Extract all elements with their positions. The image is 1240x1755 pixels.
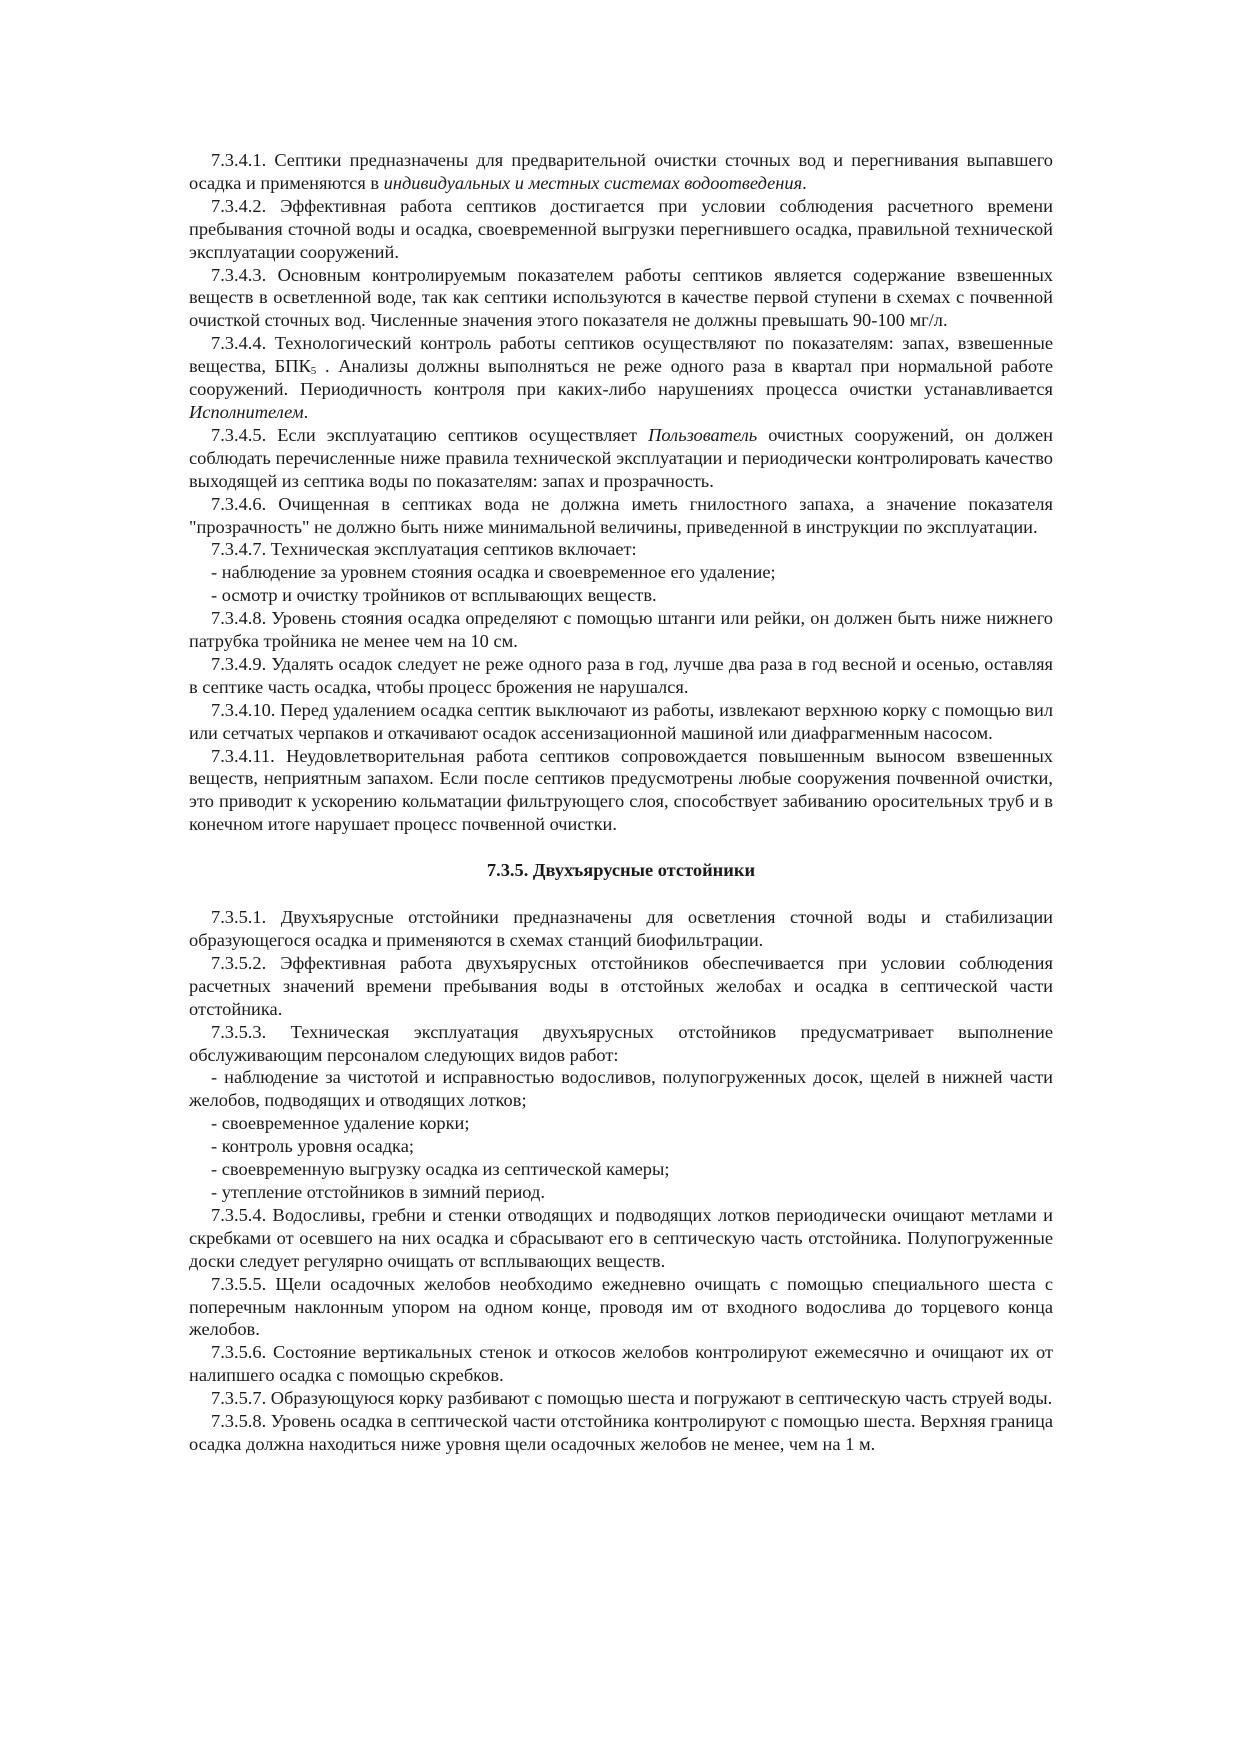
paragraph-7-3-4-3: 7.3.4.3. Основным контролируемым показателем работы септиков является содержание взвешенных веществ в осветленной воде, так как септики используются в качестве первой ступени в схемах с почвенной очисткой сточных вод. Численные значения этого показателя не должны превышать 90-100 мг/л. (189, 264, 1053, 331)
paragraph-7-3-4-2: 7.3.4.2. Эффективная работа септиков достигается при условии соблюдения расчетного времени пребывания сточной воды и осадка, своевременной выгрузки перегнившего осадка, правильной технической эксплуатации сооружений. (189, 195, 1053, 262)
paragraph-7-3-4-11: 7.3.4.11. Неудовлетворительная работа септиков сопровождается повышенным выносом взвешенных веществ, неприятным запахом. Если после септиков предусмотрены любые сооружения почвенной очистки, это приводит к ускорению кольматации фильтрующего слоя, способствует забиванию оросительных труб и в конечном итоге нарушает процесс почвенной очистки. (189, 745, 1053, 835)
list-item: - наблюдение за уровнем стояния осадка и своевременное его удаление; (211, 562, 776, 583)
paragraph-7-3-4-4: 7.3.4.4. Технологический контроль работы септиков осуществляют по показателям: запах, взвешенные вещества, $БПК_5$ . Анализы должны выполняться не реже одного раза в квартал при нормальной работе сооружений. Периодичность контроля при каких-либо нарушениях процесса очистки устанавливается Исполнителем. (189, 333, 1053, 422)
list-item: - своевременное удаление корки; (211, 1113, 470, 1134)
paragraph-7-3-4-10: 7.3.4.10. Перед удалением осадка септик выключают из работы, извлекают верхнюю корку с помощью вил или сетчатых черпаков и откачивают осадок ассенизационной машиной или диафрагменным насосом. (189, 699, 1053, 743)
italic-phrase: Исполнителем (189, 401, 304, 422)
paragraph-7-3-5-5: 7.3.5.5. Щели осадочных желобов необходимо ежедневно очищать с помощью специального шеста с поперечным наклонным упором на одном конце, проводя им от входного водослива до торцевого конца желобов. (189, 1273, 1053, 1340)
paragraph-7-3-4-6: 7.3.4.6. Очищенная в септиках вода не должна иметь гнилостного запаха, а значение показателя "прозрачность" не должно быть ниже минимальной величины, приведенной в инструкции по эксплуатации. (189, 493, 1053, 537)
paragraph-7-3-4-7: 7.3.4.7. Техническая эксплуатация септиков включает: (211, 539, 637, 560)
paragraph-7-3-5-7: 7.3.5.7. Образующуюся корку разбивают с помощью шеста и погружают в септическую часть струей воды. (211, 1388, 1053, 1409)
paragraph-7-3-5-3: 7.3.5.3. Техническая эксплуатация двухъярусных отстойников предусматривает выполнение обслуживающим персоналом следующих видов работ: (189, 1021, 1053, 1065)
document-page (189, 149, 1053, 1456)
paragraph-7-3-5-8: 7.3.5.8. Уровень осадка в септической части отстойника контролируют с помощью шеста. Верхняя граница осадка должна находиться ниже уровня щели осадочных желобов не менее, чем на 1 м. (189, 1411, 1053, 1454)
italic-phrase: Пользователь (648, 424, 758, 445)
paragraph-7-3-4-5: 7.3.4.5. Если эксплуатацию септиков осуществляет Пользователь очистных сооружений, он должен соблюдать перечисленные ниже правила технической эксплуатации и периодически контролировать качество выходящей из септика воды по показателям: запах и прозрачность. (189, 424, 1054, 491)
paragraph-7-3-5-4: 7.3.5.4. Водосливы, гребни и стенки отводящих и подводящих лотков периодически очищают метлами и скребками от осевшего на них осадка и сбрасывают его в септическую часть отстойника. Полупогруженные доски следует регулярно очищать от всплывающих веществ. (189, 1204, 1053, 1271)
subscript-index: 5 (310, 365, 317, 378)
list-item: - контроль уровня осадка; (211, 1136, 414, 1157)
paragraph-7-3-5-6: 7.3.5.6. Состояние вертикальных стенок и откосов желобов контролируют ежемесячно и очищают их от налипшего осадка с помощью скребков. (189, 1342, 1053, 1386)
paragraph-7-3-5-2: 7.3.5.2. Эффективная работа двухъярусных отстойников обеспечивается при условии соблюдения расчетных значений времени пребывания воды в отстойных желобах и осадка в септической части отстойника. (189, 952, 1053, 1019)
paragraph-7-3-4-1: 7.3.4.1. Септики предназначены для предварительной очистки сточных вод и перегнивания выпавшего осадка и применяются в индивидуальных и местных системах водоотведения. (189, 150, 1053, 193)
paragraph-7-3-4-8: 7.3.4.8. Уровень стояния осадка определяют с помощью штанги или рейки, он должен быть ниже нижнего патрубка тройника не менее чем на 10 см. (189, 608, 1053, 652)
list-item: - осмотр и очистку тройников от всплывающих веществ. (211, 585, 657, 606)
paragraph-7-3-5-1: 7.3.5.1. Двухъярусные отстойники предназначены для осветления сточной воды и стабилизации образующегося осадка и применяются в схемах станций биофильтрации. (189, 907, 1053, 950)
list-item: - утепление отстойников в зимний период. (211, 1181, 545, 1202)
list-item: - своевременную выгрузку осадка из септической камеры; (211, 1159, 670, 1180)
list-item: - наблюдение за чистотой и исправностью водосливов, полупогруженных досок, щелей в нижней части желобов, подводящих и отводящих лотков; (189, 1067, 1053, 1111)
section-heading: 7.3.5. Двухъярусные отстойники (486, 860, 756, 881)
paragraph-7-3-4-9: 7.3.4.9. Удалять осадок следует не реже одного раза в год, лучше два раза в год весной и осенью, оставляя в септике часть осадка, чтобы процесс брожения не нарушался. (189, 653, 1053, 697)
italic-phrase: индивидуальных и местных системах водоотведения (383, 172, 803, 193)
